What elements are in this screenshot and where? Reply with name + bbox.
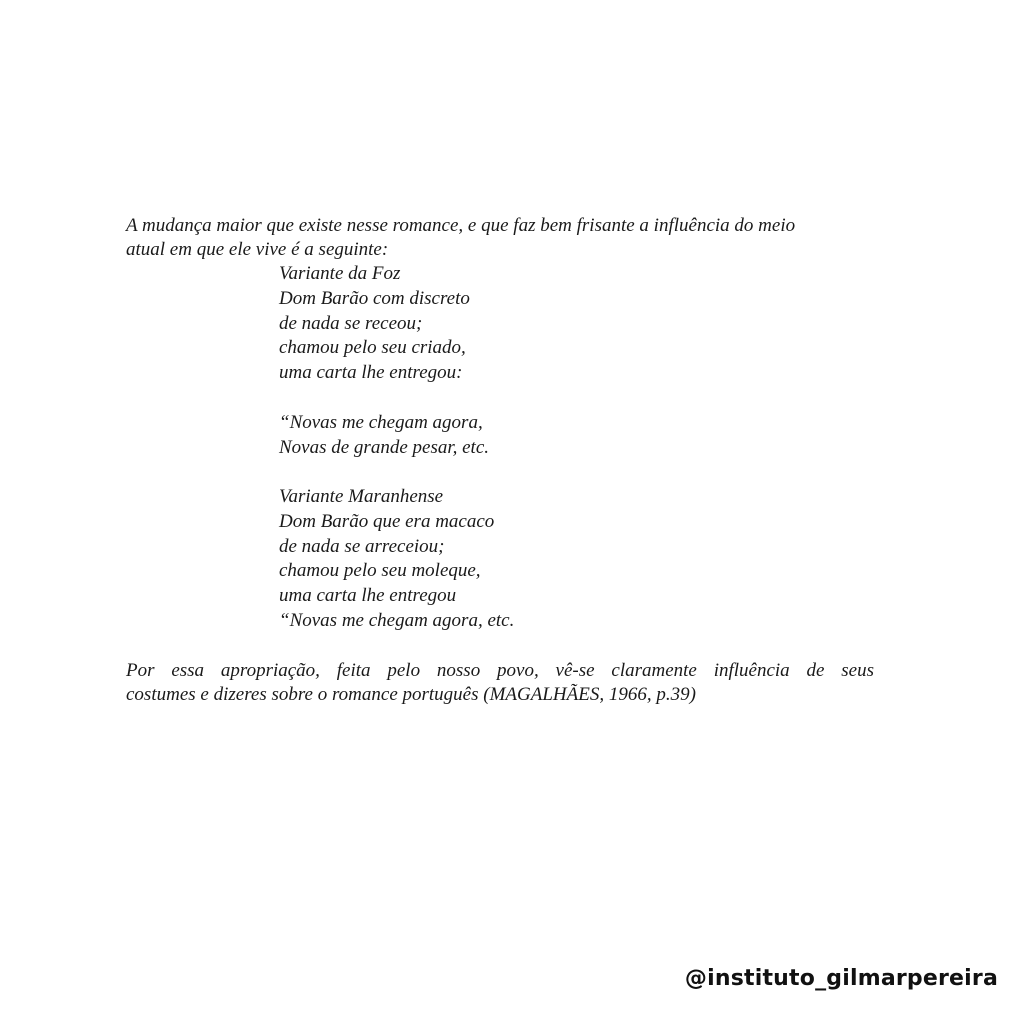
closing-paragraph <box>126 659 874 707</box>
verse-line: chamou pelo seu moleque, <box>279 560 481 582</box>
verse-line: chamou pelo seu criado, <box>279 337 466 359</box>
verse-line: de nada se receou; <box>279 312 423 334</box>
variante-maranhense-stanza <box>279 485 514 634</box>
variante-foz-stanza <box>279 262 470 386</box>
verse-line: Novas de grande pesar, etc. <box>279 436 490 458</box>
intro-line: atual em que ele vive é a seguinte: <box>126 239 389 260</box>
verse-line: Dom Barão com discreto <box>279 287 470 309</box>
verse-line: “Novas me chegam agora, etc. <box>279 609 515 631</box>
closing-line: costumes e dizeres sobre o romance português (MAGALHÃES, 1966, p.39) <box>126 684 696 705</box>
stanza-heading: Variante da Foz <box>279 263 401 284</box>
verse-line: “Novas me chegam agora, <box>279 412 483 433</box>
verse-line: uma carta lhe entregou <box>279 585 457 607</box>
verse-line: Dom Barão que era macaco <box>279 510 495 532</box>
verse-line: uma carta lhe entregou: <box>279 362 463 384</box>
stanza-heading: Variante Maranhense <box>279 486 444 507</box>
instagram-handle-watermark: @instituto_gilmarpereira <box>684 966 998 991</box>
closing-line: Por essa apropriação, feita pelo nosso povo, vê-se claramente influência de seus <box>126 660 874 681</box>
intro-line: A mudança maior que existe nesse romance, e que faz bem frisante a influência do meio <box>126 215 796 236</box>
quote-stanza <box>279 411 489 461</box>
intro-paragraph <box>126 214 874 262</box>
verse-line: de nada se arreceiou; <box>279 535 445 557</box>
